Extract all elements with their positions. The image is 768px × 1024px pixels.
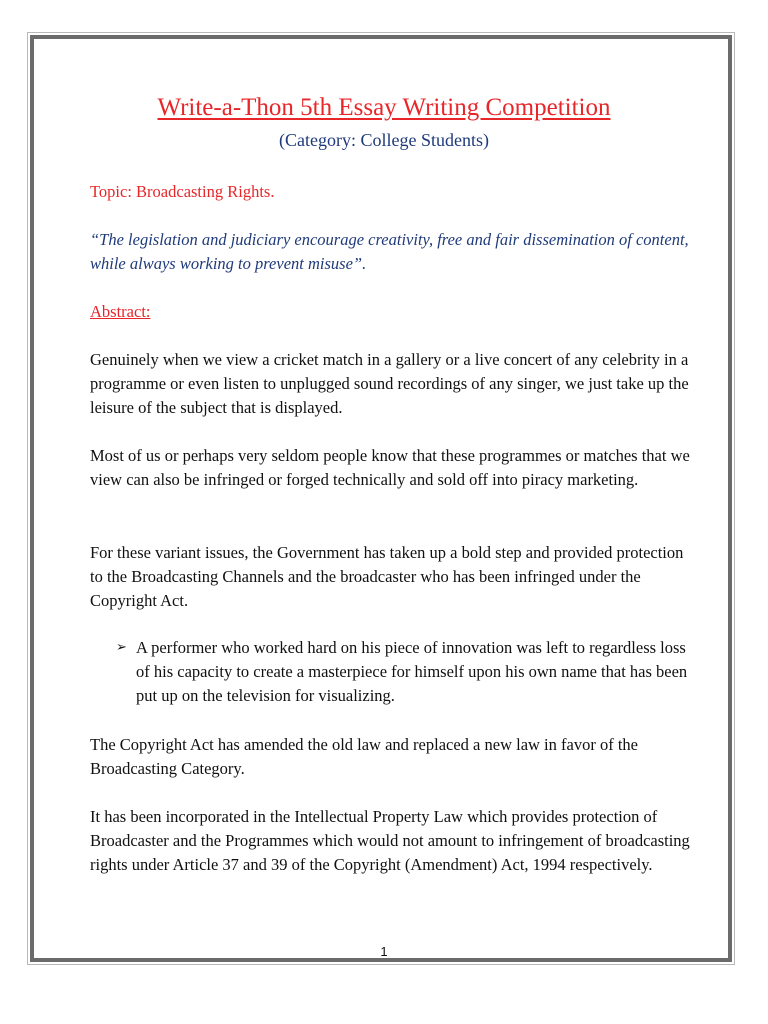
document-subtitle: (Category: College Students) [279, 130, 489, 150]
bullet-item [116, 636, 691, 708]
paragraph-2: Most of us or perhaps very seldom people know that these programmes or matches that we view can also be infringed or forged technically and sold off into piracy marketing. [90, 446, 690, 489]
document-title-text: Write-a-Thon 5th Essay Writing Competition [157, 94, 611, 121]
paragraph-4: The Copyright Act has amended the old law and replaced a new law in favor of the Broadcasting Category. [90, 735, 638, 778]
arrow-bullet-icon: ➢ [116, 640, 127, 655]
paragraph-5: It has been incorporated in the Intellectual Property Law which provides protection of Broadcaster and the Programmes which would not amount to infringement of broadcasting rights under Article 37 and 39 of the Copyright (Amendment) Act, 1994 respectively. [90, 807, 690, 874]
bullet-text: A performer who worked hard on his piece of innovation was left to regardless loss of his capacity to create a masterpiece for himself upon his own name that has been put up on the television for visualizing. [136, 638, 688, 705]
document-title [0, 92, 768, 124]
topic-line: Topic: Broadcasting Rights. [90, 182, 275, 201]
paragraph-3: For these variant issues, the Government has taken up a bold step and provided protection to the Broadcasting Channels and the broadcaster who has been infringed under the Copyright Act. [90, 543, 684, 610]
abstract-heading: Abstract: [90, 302, 151, 321]
paragraph-1: Genuinely when we view a cricket match in a gallery or a live concert of any celebrity in a programme or even listen to unplugged sound recordings of any singer, we just take up the leisure of the subject that is displayed. [90, 350, 689, 417]
page-number: 1 [380, 944, 388, 959]
quote-text: “The legislation and judiciary encourage creativity, free and fair dissemination of content, while always working to prevent misuse”. [90, 230, 689, 273]
